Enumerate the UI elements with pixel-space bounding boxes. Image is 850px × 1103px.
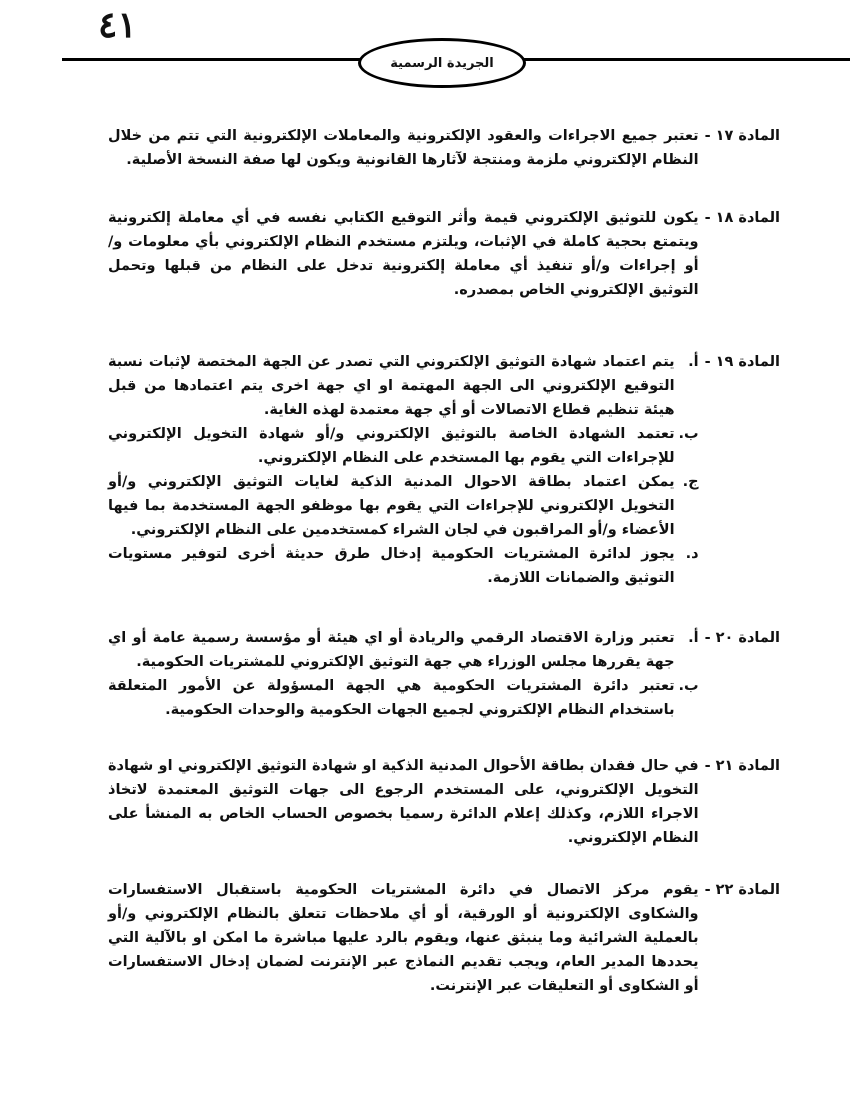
gazette-title-oval [358,38,526,88]
article-text: في حال فقدان بطاقة الأحوال المدنية الذكية او شهادة التوثيق الإلكتروني او شهادة التخويل الإلكتروني، على المستخدم الرجوع الى جهات التوثيق المعتمدة لاتخاذ الاجراء اللازم، وكذلك إعلام الدائرة رسميا بخصوص الحساب الخاص به المنشأ على النظام الإلكتروني. [108,758,699,846]
clause-letter: ب. [678,426,699,442]
gazette-title: الجريدة الرسمية [390,55,494,71]
page-number: ٤١ [98,4,137,46]
clause-letter: أ. [688,630,699,646]
clause-text: يتم اعتماد شهادة التوثيق الإلكتروني التي تصدر عن الجهة المختصة لإثبات نسبة التوقيع الإلكتروني الى الجهة المهتمة او اي جهة اخرى يتم اعتمادها من قبل هيئة تنظيم قطاع الاتصالات أو أي جهة معتمدة لهذه الغاية. [108,354,675,418]
clause-text: تعتبر وزارة الاقتصاد الرقمي والريادة أو اي هيئة أو مؤسسة رسمية عامة أو اي جهة يقررها مجلس الوزراء هي جهة التوثيق الإلكتروني للمشتريات الحكومية. [108,630,675,670]
article-label: المادة ٢٠ - [704,630,780,646]
article-clauses [108,350,699,590]
clause-letter: ج. [682,474,699,490]
article-label: المادة ١٨ - [704,210,780,226]
article-text: تعتبر جميع الاجراءات والعقود الإلكترونية والمعاملات الإلكترونية التي تتم من خلال النظام الإلكتروني ملزمة ومنتجة لآثارها القانونية ويكون لها صفة النسخة الأصلية. [108,128,699,168]
clause-letter: ب. [678,678,699,694]
clause-text: تعتبر دائرة المشتريات الحكومية هي الجهة المسؤولة عن الأمور المتعلقة باستخدام النظام الإلكتروني لجميع الجهات الحكومية والوحدات الحكومية. [108,678,675,718]
clause [108,350,699,422]
clause-text: تعتمد الشهادة الخاصة بالتوثيق الإلكتروني و/أو شهادة التخويل الإلكتروني للإجراءات التي يقوم بها المستخدم على النظام الإلكتروني. [108,426,675,466]
article-text: يقوم مركز الاتصال في دائرة المشتريات الحكومية باستقبال الاستفسارات والشكاوى الإلكترونية أو الورقية، أو أي ملاحظات تتعلق بالنظام الإلكتروني و/أو بالعملية الشرائية وما ينبثق عنها، ويقوم بالرد عليها مباشرة ما امكن او بالآلية التي يحددها المدير العام، ويجب تقديم النماذج عبر الإنترنت لضمان إدخال الاستفسارات أو الشكاوى أو التعليقات عبر الإنترنت. [108,882,699,994]
article-17 [108,124,780,172]
clause [108,674,699,722]
clause-text: يجوز لدائرة المشتريات الحكومية إدخال طرق حديثة أخرى لتوفير مستويات التوثيق والضمانات اللازمة. [108,546,675,586]
clause [108,422,699,470]
clause-letter: أ. [688,354,699,370]
article-label: المادة ٢١ - [704,758,780,774]
article-22 [108,878,780,998]
article-19 [108,350,780,590]
article-20 [108,626,780,722]
clause [108,470,699,542]
article-label: المادة ٢٢ - [704,882,780,898]
article-text: يكون للتوثيق الإلكتروني قيمة وأثر التوقيع الكتابي نفسه في أي معاملة إلكترونية ويتمتع بحجية كاملة في الإثبات، ويلتزم مستخدم النظام الإلكتروني بأي معلومات و/أو إجراءات و/أو تنفيذ أي معاملة إلكترونية تدخل على النظام من قبلها وتحمل التوثيق الإلكتروني الخاص بمصدره. [108,210,699,298]
articles-body [108,124,780,998]
article-18 [108,206,780,302]
article-label: المادة ١٧ - [704,128,780,144]
article-21 [108,754,780,850]
clause-letter: د. [685,546,699,562]
clause [108,542,699,590]
clause [108,626,699,674]
clause-text: يمكن اعتماد بطاقة الاحوال المدنية الذكية لغايات التوثيق الإلكتروني و/أو التخويل الإلكتروني للإجراءات التي يقوم بها موظفو الجهة المستخدمة بما فيها الأعضاء و/أو المراقبون في لجان الشراء كمستخدمين على النظام الإلكتروني. [108,474,675,538]
article-clauses [108,626,699,722]
article-label: المادة ١٩ - [704,354,780,370]
